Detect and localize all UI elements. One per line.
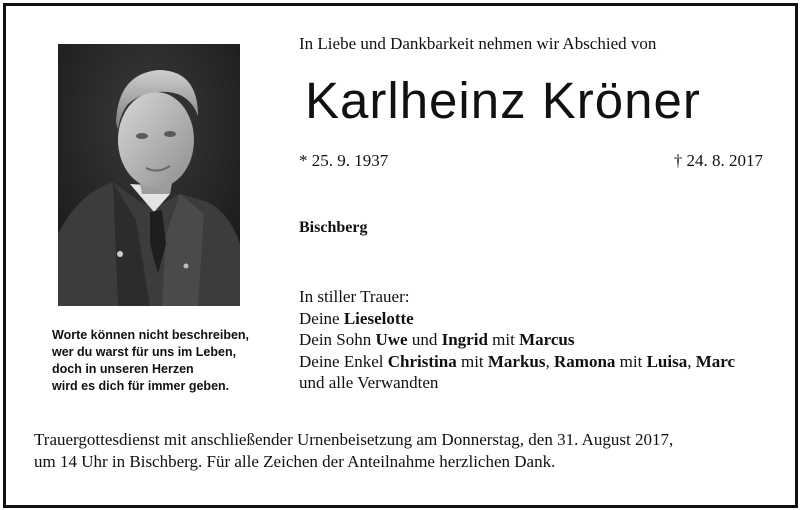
mourner-line [299,329,735,351]
mourner-name: Ramona [554,351,616,371]
mourner-name: Christina [387,351,457,371]
poem-line: Worte können nicht beschreiben, [52,328,250,342]
text-fragment: Deine Enkel [299,351,388,371]
deceased-name: Karlheinz Kröner [305,72,701,129]
text-fragment: mit [615,351,647,371]
mourners-closing: und alle Verwandten [299,373,439,392]
text-fragment: , [687,351,696,371]
text-fragment: Dein Sohn [299,330,376,349]
poem [52,327,267,395]
text-fragment: und [407,330,442,349]
birth-date: * 25. 9. 1937 [299,151,389,170]
intro-text: In Liebe und Dankbarkeit nehmen wir Abschied von [299,34,657,53]
service-line: Trauergottesdienst mit anschließender Urnenbeisetzung am Donnerstag, den 31. August 2017, [34,430,674,449]
death-date: † 24. 8. 2017 [673,151,763,170]
mourner-line [299,351,735,373]
text-fragment: Deine [299,308,344,328]
text-fragment: , [545,351,555,371]
service-notice [34,429,673,473]
text-fragment: mit [487,330,520,349]
portrait-photo [58,44,240,306]
mourners-heading: In stiller Trauer: [299,287,410,306]
poem-line: wird es dich für immer geben. [52,379,230,393]
mourner-name: Markus [487,351,546,371]
poem-line: wer du warst für uns im Leben, [52,345,237,359]
mourner-name: Lieselotte [343,308,414,328]
mourner-name: Marcus [519,330,575,349]
portrait-image [58,44,240,306]
text-fragment: mit [456,351,488,371]
mourner-name: Ingrid [441,330,488,349]
hometown: Bischberg [299,219,368,236]
mourner-name: Luisa [646,351,688,371]
mourner-name: Uwe [375,330,408,349]
poem-line: doch in unseren Herzen [52,362,194,376]
mourner-line [299,308,735,330]
service-line: um 14 Uhr in Bischberg. Für alle Zeichen der Anteilnahme herzlichen Dank. [34,452,556,471]
mourners-list [299,286,735,394]
mourner-name: Marc [695,351,736,371]
